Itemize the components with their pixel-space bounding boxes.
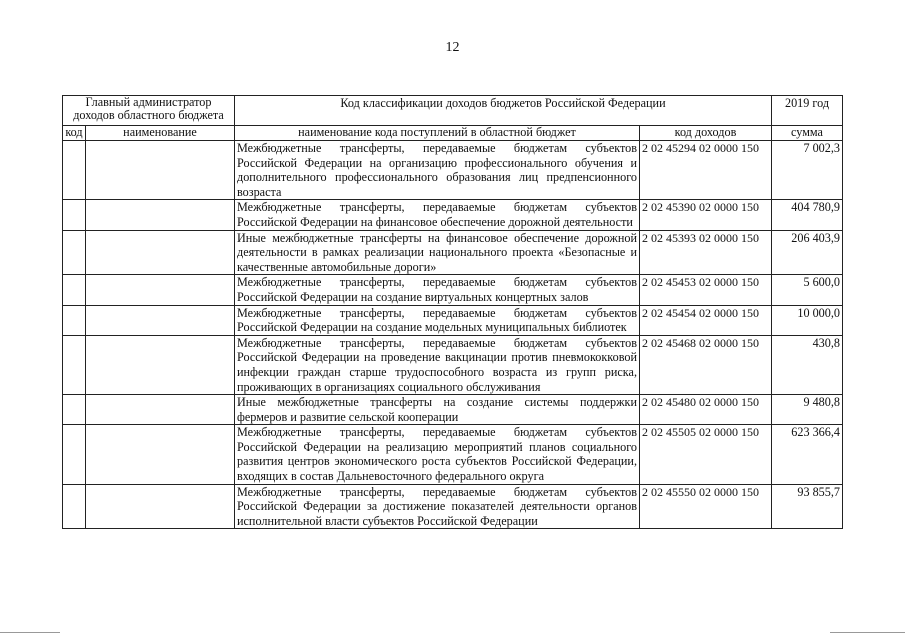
scan-edge-left: [0, 632, 60, 633]
admin-name-cell: [86, 200, 235, 230]
subheader-receipt-name: наименование кода поступлений в областной бюджет: [235, 126, 640, 141]
sum-cell: 430,8: [772, 335, 843, 394]
table-row: [63, 395, 843, 425]
admin-code-cell: [63, 484, 86, 529]
scan-edge-right: [830, 632, 905, 633]
income-code-cell: 2 02 45550 02 0000 150: [640, 484, 772, 529]
receipt-name-cell: Межбюджетные трансферты, передаваемые бюджетам субъектов Российской Федерации на реализацию мероприятий планов социального развития центров экономического роста субъектов Российской Федерации, входящих в состав Дальневосточного федерального округа: [235, 425, 640, 484]
admin-name-cell: [86, 335, 235, 394]
table-row: [63, 484, 843, 529]
table-row: [63, 200, 843, 230]
receipt-name-cell: Межбюджетные трансферты, передаваемые бюджетам субъектов Российской Федерации на создание модельных муниципальных библиотек: [235, 305, 640, 335]
table-subheader-row: [63, 126, 843, 141]
table-row: [63, 425, 843, 484]
admin-name-cell: [86, 425, 235, 484]
income-code-cell: 2 02 45294 02 0000 150: [640, 141, 772, 200]
budget-income-table: [62, 95, 843, 529]
admin-code-cell: [63, 305, 86, 335]
sum-cell: 7 002,3: [772, 141, 843, 200]
table-row: [63, 335, 843, 394]
sum-cell: 623 366,4: [772, 425, 843, 484]
header-classification: Код классификации доходов бюджетов Российской Федерации: [235, 96, 772, 126]
admin-name-cell: [86, 305, 235, 335]
admin-code-cell: [63, 200, 86, 230]
table-header-row: [63, 96, 843, 126]
sum-cell: 93 855,7: [772, 484, 843, 529]
header-year: 2019 год: [772, 96, 843, 126]
sum-cell: 10 000,0: [772, 305, 843, 335]
sum-cell: 404 780,9: [772, 200, 843, 230]
income-code-cell: 2 02 45390 02 0000 150: [640, 200, 772, 230]
sum-cell: 5 600,0: [772, 275, 843, 305]
page-number: 12: [445, 40, 460, 55]
header-admin-group: Главный администратор доходов областного бюджета: [63, 96, 235, 126]
receipt-name-cell: Межбюджетные трансферты, передаваемые бюджетам субъектов Российской Федерации на организацию профессионального обучения и дополнительного профессионального образования лиц предпенсионного возраста: [235, 141, 640, 200]
receipt-name-cell: Иные межбюджетные трансферты на финансовое обеспечение дорожной деятельности в рамках реализации национального проекта «Безопасные и качественные автомобильные дороги»: [235, 230, 640, 275]
admin-name-cell: [86, 275, 235, 305]
receipt-name-cell: Межбюджетные трансферты, передаваемые бюджетам субъектов Российской Федерации за достижение показателей деятельности органов исполнительной власти субъектов Российской Федерации: [235, 484, 640, 529]
subheader-code: код: [63, 126, 86, 141]
table-row: [63, 305, 843, 335]
admin-code-cell: [63, 335, 86, 394]
subheader-income-code: код доходов: [640, 126, 772, 141]
receipt-name-cell: Межбюджетные трансферты, передаваемые бюджетам субъектов Российской Федерации на финансовое обеспечение дорожной деятельности: [235, 200, 640, 230]
table-body: [63, 141, 843, 529]
admin-code-cell: [63, 395, 86, 425]
subheader-name: наименование: [86, 126, 235, 141]
sum-cell: 206 403,9: [772, 230, 843, 275]
subheader-sum: сумма: [772, 126, 843, 141]
receipt-name-cell: Межбюджетные трансферты, передаваемые бюджетам субъектов Российской Федерации на проведение вакцинации против пневмококковой инфекции граждан старше трудоспособного возраста из групп риска, проживающих в организациях социального обслуживания: [235, 335, 640, 394]
income-code-cell: 2 02 45454 02 0000 150: [640, 305, 772, 335]
admin-code-cell: [63, 425, 86, 484]
receipt-name-cell: Межбюджетные трансферты, передаваемые бюджетам субъектов Российской Федерации на создание виртуальных концертных залов: [235, 275, 640, 305]
admin-name-cell: [86, 395, 235, 425]
table-row: [63, 275, 843, 305]
receipt-name-cell: Иные межбюджетные трансферты на создание системы поддержки фермеров и развитие сельской кооперации: [235, 395, 640, 425]
table-row: [63, 230, 843, 275]
income-code-cell: 2 02 45505 02 0000 150: [640, 425, 772, 484]
income-code-cell: 2 02 45480 02 0000 150: [640, 395, 772, 425]
admin-name-cell: [86, 484, 235, 529]
admin-code-cell: [63, 141, 86, 200]
income-code-cell: 2 02 45393 02 0000 150: [640, 230, 772, 275]
admin-code-cell: [63, 230, 86, 275]
admin-code-cell: [63, 275, 86, 305]
income-code-cell: 2 02 45453 02 0000 150: [640, 275, 772, 305]
income-code-cell: 2 02 45468 02 0000 150: [640, 335, 772, 394]
admin-name-cell: [86, 141, 235, 200]
sum-cell: 9 480,8: [772, 395, 843, 425]
table-row: [63, 141, 843, 200]
admin-name-cell: [86, 230, 235, 275]
